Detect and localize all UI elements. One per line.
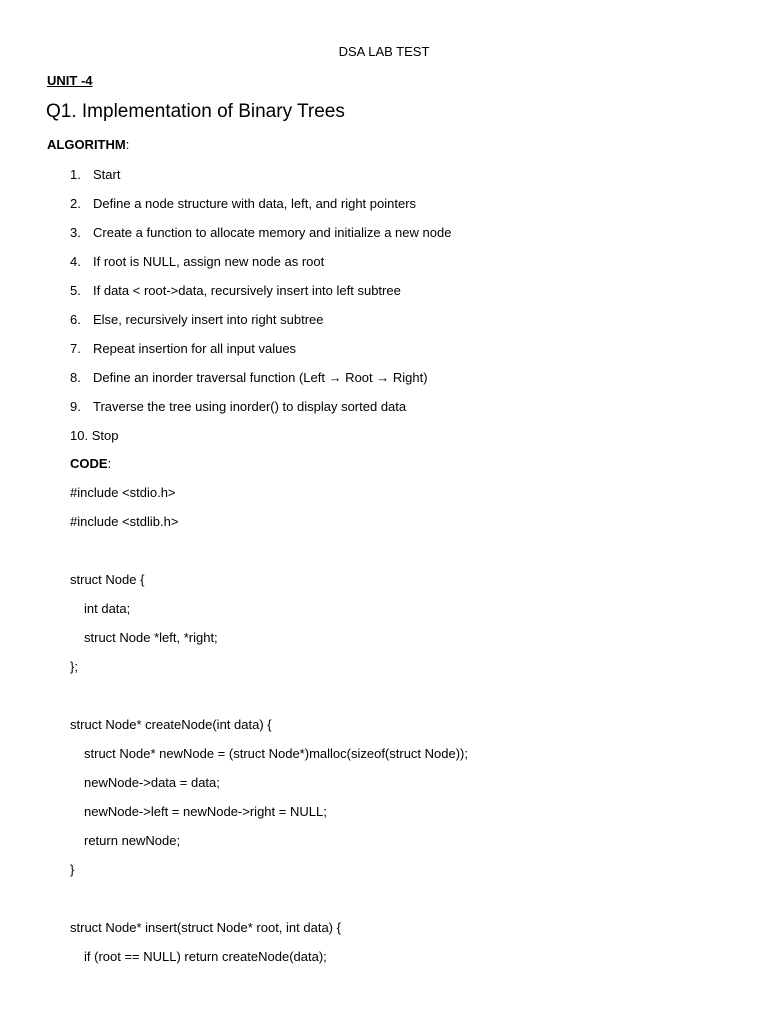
algorithm-step — [70, 218, 451, 247]
step-number: 3. — [70, 225, 81, 240]
step-text: Start — [93, 167, 121, 182]
algorithm-label-colon: : — [125, 137, 130, 152]
code-line: int data; — [84, 601, 131, 616]
code-line-blank — [70, 884, 468, 913]
step-number: 8. — [70, 370, 81, 385]
algorithm-label — [47, 137, 129, 152]
unit-heading: UNIT -4 — [47, 73, 93, 88]
code-line: newNode->left = newNode->right = NULL; — [84, 804, 327, 819]
code-line: }; — [70, 659, 78, 674]
step-text: Create a function to allocate memory and initialize a new node — [93, 225, 452, 240]
question-heading: Q1. Implementation of Binary Trees — [46, 101, 345, 122]
code-line-blank — [70, 536, 468, 565]
step-number: 2. — [70, 196, 81, 211]
algorithm-step — [70, 334, 451, 363]
step-text: Define an inorder traversal function (Left → Root → Right) — [93, 370, 428, 385]
code-line: struct Node* createNode(int data) { — [70, 717, 272, 732]
step-number: 7. — [70, 341, 81, 356]
code-line: newNode->data = data; — [84, 775, 220, 790]
code-line: if (root == NULL) return createNode(data); — [84, 949, 327, 964]
document-title: DSA LAB TEST — [338, 44, 430, 59]
algorithm-step — [70, 363, 451, 392]
step-text: If root is NULL, assign new node as root — [93, 254, 325, 269]
step-text: Repeat insertion for all input values — [93, 341, 297, 356]
code-line: struct Node* newNode = (struct Node*)malloc(sizeof(struct Node)); — [84, 746, 469, 761]
step-text: Stop — [91, 428, 119, 443]
step-text: If data < root->data, recursively insert into left subtree — [93, 283, 401, 298]
algorithm-step — [70, 305, 451, 334]
code-line: #include <stdio.h> — [70, 485, 176, 500]
algorithm-step — [70, 160, 451, 189]
code-line: struct Node *left, *right; — [84, 630, 218, 645]
step-text: Traverse the tree using inorder() to display sorted data — [93, 399, 407, 414]
step-number: 5. — [70, 283, 81, 298]
code-line: #include <stdlib.h> — [70, 514, 179, 529]
code-line: struct Node* insert(struct Node* root, int data) { — [70, 920, 341, 935]
code-line: struct Node { — [70, 572, 145, 587]
algorithm-step — [70, 276, 451, 305]
algorithm-step — [70, 189, 451, 218]
code-label — [70, 456, 111, 471]
algorithm-step — [70, 392, 451, 421]
code-label-colon: : — [107, 456, 112, 471]
step-number: 4. — [70, 254, 81, 269]
algorithm-step — [70, 247, 451, 276]
step-number: 6. — [70, 312, 81, 327]
code-line: return newNode; — [84, 833, 181, 848]
algorithm-step — [70, 421, 451, 450]
step-text: Define a node structure with data, left, and right pointers — [93, 196, 417, 211]
step-number: 9. — [70, 399, 81, 414]
code-listing — [70, 478, 468, 971]
algorithm-label-text: ALGORITHM — [47, 137, 126, 152]
algorithm-steps — [70, 160, 451, 450]
step-number: 1. — [70, 167, 81, 182]
code-line: } — [70, 862, 75, 877]
step-text: Else, recursively insert into right subtree — [93, 312, 324, 327]
step-number: 10. — [70, 428, 89, 443]
code-label-text: CODE — [70, 456, 108, 471]
code-line-blank — [70, 681, 468, 710]
